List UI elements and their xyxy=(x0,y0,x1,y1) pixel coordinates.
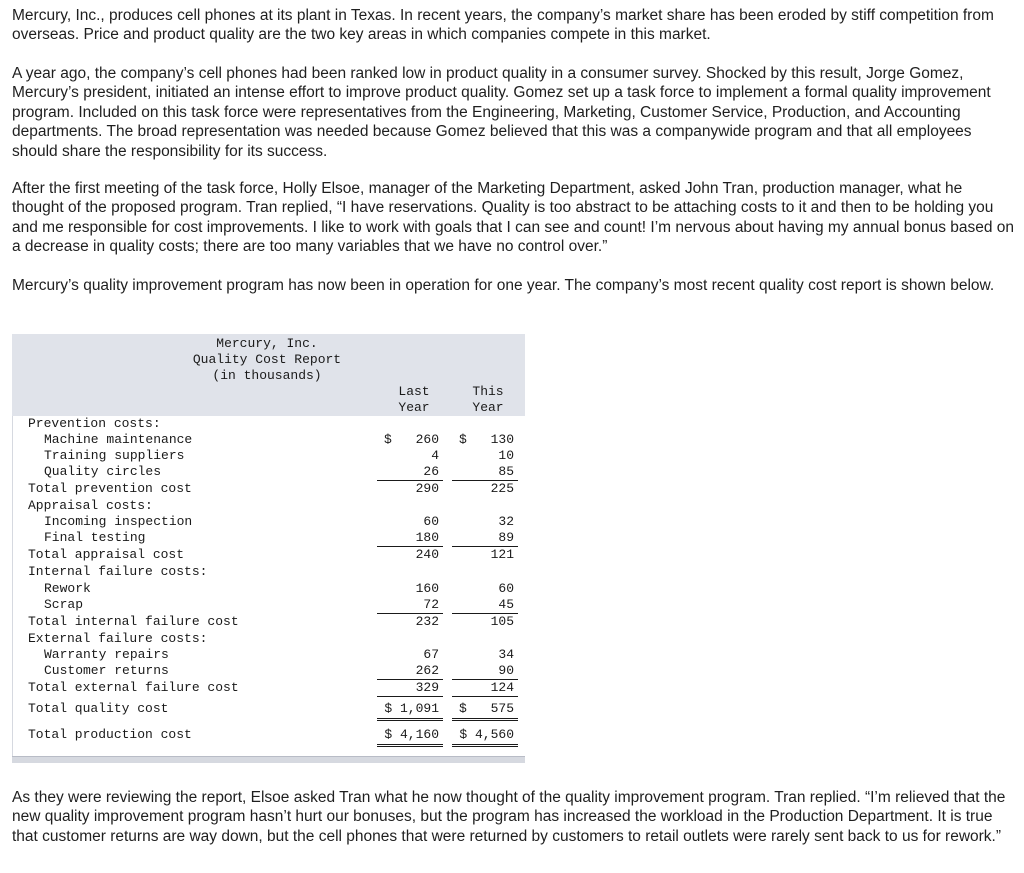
this-year-value: 130 xyxy=(490,432,514,447)
row-label: Incoming inspection xyxy=(44,514,193,529)
last-year-value: 4 xyxy=(431,448,439,463)
row-machine-maintenance xyxy=(12,432,525,448)
this-year-value: 225 xyxy=(490,481,514,496)
row-total-quality-cost xyxy=(12,701,525,717)
row-incoming-inspection xyxy=(12,514,525,530)
last-year-value: 180 xyxy=(415,530,439,545)
row-appraisal-header xyxy=(12,498,525,514)
report-intro-paragraph: Mercury’s quality improvement program has now been in operation for one year. The company’s most recent quality cost report is shown below. xyxy=(12,277,995,294)
row-final-testing xyxy=(12,530,525,546)
row-label: Total external failure cost xyxy=(28,680,239,695)
row-rework xyxy=(12,581,525,597)
this-year-value: 121 xyxy=(490,547,514,562)
last-year-value: 290 xyxy=(415,481,439,496)
double-rule xyxy=(452,720,518,721)
last-year-value: 160 xyxy=(415,581,439,596)
row-label: Warranty repairs xyxy=(44,647,169,662)
row-total-external-failure xyxy=(12,680,525,696)
this-year-value: 90 xyxy=(498,663,514,678)
row-label: External failure costs: xyxy=(28,631,208,646)
row-training-suppliers xyxy=(12,448,525,464)
last-year-value: 260 xyxy=(415,432,439,447)
this-year-value: 124 xyxy=(490,680,514,695)
row-label: Total prevention cost xyxy=(28,481,192,496)
this-year-value: 575 xyxy=(490,701,514,716)
report-title: Quality Cost Report xyxy=(192,352,342,367)
total-rule xyxy=(452,696,518,697)
col-header-this-year-2: Year xyxy=(472,400,504,415)
row-prevention-header xyxy=(12,416,525,432)
row-customer-returns xyxy=(12,663,525,679)
row-total-production-cost xyxy=(12,727,525,743)
row-label: Final testing xyxy=(44,530,146,545)
double-rule xyxy=(452,718,518,719)
double-rule xyxy=(452,746,518,747)
last-year-value: 240 xyxy=(415,547,439,562)
last-year-value: 60 xyxy=(423,514,439,529)
last-year-value: 329 xyxy=(415,680,439,695)
row-label: Machine maintenance xyxy=(44,432,193,447)
this-year-value: $ 4,560 xyxy=(459,727,514,742)
last-year-value: 232 xyxy=(415,614,439,629)
row-total-appraisal xyxy=(12,547,525,563)
this-year-value: 10 xyxy=(498,448,514,463)
last-year-value: $ 1,091 xyxy=(384,701,439,716)
row-label: Prevention costs: xyxy=(28,416,161,431)
double-rule xyxy=(377,744,443,745)
last-year-value: $ 4,160 xyxy=(384,727,439,742)
col-header-last-year-1: Last xyxy=(398,384,430,399)
this-year-value: 85 xyxy=(498,464,514,479)
row-scrap xyxy=(12,597,525,613)
row-warranty-repairs xyxy=(12,647,525,663)
total-rule xyxy=(377,696,443,697)
row-label: Total appraisal cost xyxy=(28,547,185,562)
dollar-sign: $ xyxy=(459,432,467,447)
row-label: Total quality cost xyxy=(28,701,169,716)
this-year-value: 105 xyxy=(490,614,514,629)
double-rule xyxy=(377,746,443,747)
report-company-name: Mercury, Inc. xyxy=(216,336,318,351)
last-year-value: 26 xyxy=(423,464,439,479)
double-rule xyxy=(377,718,443,719)
row-total-internal-failure xyxy=(12,614,525,630)
row-label: Quality circles xyxy=(44,464,162,479)
task-force-paragraph: After the first meeting of the task force, Holly Elsoe, manager of the Marketing Department, asked John Tran, production manager, what he thought of the proposed program. Tran replied, “I have reservations. Quality is too abstract to be attaching costs to it and then to be holding you and me responsible for cost improvements. I like to work with goals that I can see and count! I’m nervous about having my annual bonus based on a decrease in quality costs; there are too many variables that we have no control over.” xyxy=(12,180,1015,256)
intro-paragraph: Mercury, Inc., produces cell phones at its plant in Texas. In recent years, the company’s market share has been eroded by stiff competition from overseas. Price and product quality are the two key areas in which companies compete in this market. xyxy=(12,7,994,44)
row-label: Total production cost xyxy=(28,727,192,742)
double-rule xyxy=(452,744,518,745)
last-year-value: 67 xyxy=(423,647,439,662)
last-year-value: 262 xyxy=(415,663,439,678)
row-label: Total internal failure cost xyxy=(28,614,239,629)
col-header-this-year-1: This xyxy=(472,384,504,399)
row-label: Internal failure costs: xyxy=(28,564,208,579)
this-year-value: 60 xyxy=(498,581,514,596)
row-label: Scrap xyxy=(44,597,84,612)
this-year-value: 34 xyxy=(498,647,514,662)
this-year-value: 32 xyxy=(498,514,514,529)
row-external-failure-header xyxy=(12,631,525,647)
background-paragraph: A year ago, the company’s cell phones had been ranked low in product quality in a consumer survey. Shocked by this result, Jorge Gomez, Mercury’s president, initiated an intense effort to improve product quality. Gomez set up a task force to implement a formal quality improvement program. Included on this task force were representatives from the Engineering, Marketing, Customer Service, Production, and Accounting departments. The broad representation was needed because Gomez believed that this was a companywide program and that all employees should share the responsibility for its success. xyxy=(12,65,991,160)
row-label: Customer returns xyxy=(44,663,169,678)
row-label: Rework xyxy=(44,581,91,596)
quality-cost-report xyxy=(12,334,525,764)
row-total-prevention xyxy=(12,481,525,497)
last-year-value: 72 xyxy=(423,597,439,612)
row-internal-failure-header xyxy=(12,564,525,580)
row-quality-circles xyxy=(12,464,525,480)
double-rule xyxy=(377,720,443,721)
row-label: Training suppliers xyxy=(44,448,185,463)
report-footer-band xyxy=(12,756,525,763)
review-paragraph: As they were reviewing the report, Elsoe asked Tran what he now thought of the quality improvement program. Tran replied. “I’m relieved that the new quality improvement program hasn’t hurt our bonuses, but the program has increased the workload in the Production Department. It is true that customer returns are way down, but the cell phones that were returned by customers to retail outlets were rarely sent back to us for rework.” xyxy=(12,789,1006,845)
row-label: Appraisal costs: xyxy=(28,498,153,513)
dollar-sign: $ xyxy=(384,432,392,447)
report-units: (in thousands) xyxy=(212,368,322,383)
this-year-value: 89 xyxy=(498,530,514,545)
this-year-value: 45 xyxy=(498,597,514,612)
col-header-last-year-2: Year xyxy=(398,400,430,415)
dollar-sign: $ xyxy=(459,701,467,716)
